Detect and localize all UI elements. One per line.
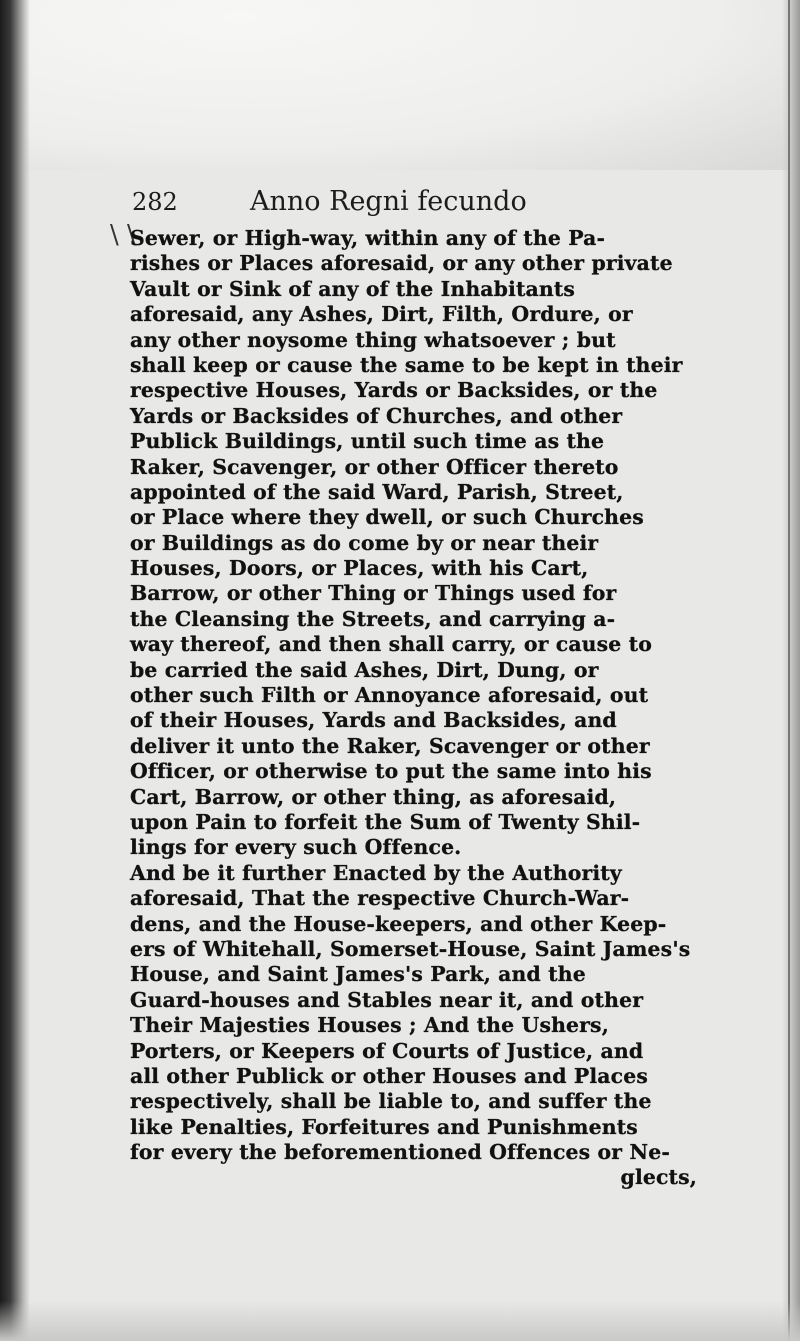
margin-marks: \ \ <box>110 220 136 250</box>
text-line: deliver it unto the Raker, Scavenger or other <box>130 733 650 758</box>
text-line: Guard-houses and Stables near it, and other <box>130 987 644 1012</box>
page-right-edge <box>782 0 800 1341</box>
text-line: rishes or Places aforesaid, or any other private <box>130 251 673 276</box>
text-line: aforesaid, any Ashes, Dirt, Filth, Ordure, or <box>130 302 633 327</box>
text-line: for every the beforementioned Offences or Ne- <box>130 1140 670 1165</box>
book-page <box>130 180 775 1330</box>
text-line: Houses, Doors, or Places, with his Cart, <box>130 556 589 581</box>
text-line: Cart, Barrow, or other thing, as aforesaid, <box>130 784 617 809</box>
text-line: shall keep or cause the same to be kept in their <box>130 352 683 377</box>
text-line: other such Filth or Annoyance aforesaid, out <box>130 683 649 708</box>
page-top-blank-area <box>0 0 800 170</box>
text-line: of their Houses, Yards and Backsides, and <box>130 708 617 733</box>
text-line: ers of Whitehall, Somerset-House, Saint James's <box>130 936 691 961</box>
text-line: Officer, or otherwise to put the same into his <box>130 759 652 784</box>
statute-text <box>130 226 775 1191</box>
running-head-title: Anno Regni fecundo <box>250 186 527 217</box>
text-line: upon Pain to forfeit the Sum of Twenty Shil- <box>130 809 641 834</box>
text-line: dens, and the House-keepers, and other Keep- <box>130 911 667 936</box>
gutter-shadow <box>0 0 30 1341</box>
text-line: aforesaid, That the respective Church-War- <box>130 886 630 911</box>
text-line: House, and Saint James's Park, and the <box>130 962 586 987</box>
text-line: any other noysome thing whatsoever ; but <box>130 327 616 352</box>
text-line: respectively, shall be liable to, and suffer the <box>130 1089 652 1114</box>
text-line: the Cleansing the Streets, and carrying a- <box>130 606 616 631</box>
text-line: respective Houses, Yards or Backsides, or the <box>130 378 658 403</box>
running-head <box>130 180 775 224</box>
text-line: Sewer, or High-way, within any of the Pa- <box>130 226 606 250</box>
page-fold-line <box>788 0 790 1341</box>
text-line: Porters, or Keepers of Courts of Justice, and <box>130 1038 644 1063</box>
text-line: like Penalties, Forfeitures and Punishments <box>130 1114 638 1139</box>
text-line: appointed of the said Ward, Parish, Street, <box>130 479 624 504</box>
text-line: be carried the said Ashes, Dirt, Dung, or <box>130 657 599 682</box>
catchword: glects, <box>620 1165 697 1190</box>
page-number: 282 <box>132 188 178 216</box>
text-line: way thereof, and then shall carry, or cause to <box>130 632 652 657</box>
text-line: Vault or Sink of any of the Inhabitants <box>130 276 576 301</box>
text-line: or Buildings as do come by or near their <box>130 530 599 555</box>
text-line: Yards or Backsides of Churches, and other <box>130 403 623 428</box>
text-line: Barrow, or other Thing or Things used for <box>130 581 617 606</box>
text-line: all other Publick or other Houses and Places <box>130 1063 648 1088</box>
text-line: And be it further Enacted by the Authority <box>130 860 622 885</box>
text-line: or Place where they dwell, or such Churches <box>130 505 644 530</box>
text-line: Raker, Scavenger, or other Officer thereto <box>130 454 619 479</box>
text-line: Their Majesties Houses ; And the Ushers, <box>130 1013 609 1038</box>
text-line: Publick Buildings, until such time as the <box>130 429 605 454</box>
text-line: lings for every such Offence. <box>130 835 462 860</box>
